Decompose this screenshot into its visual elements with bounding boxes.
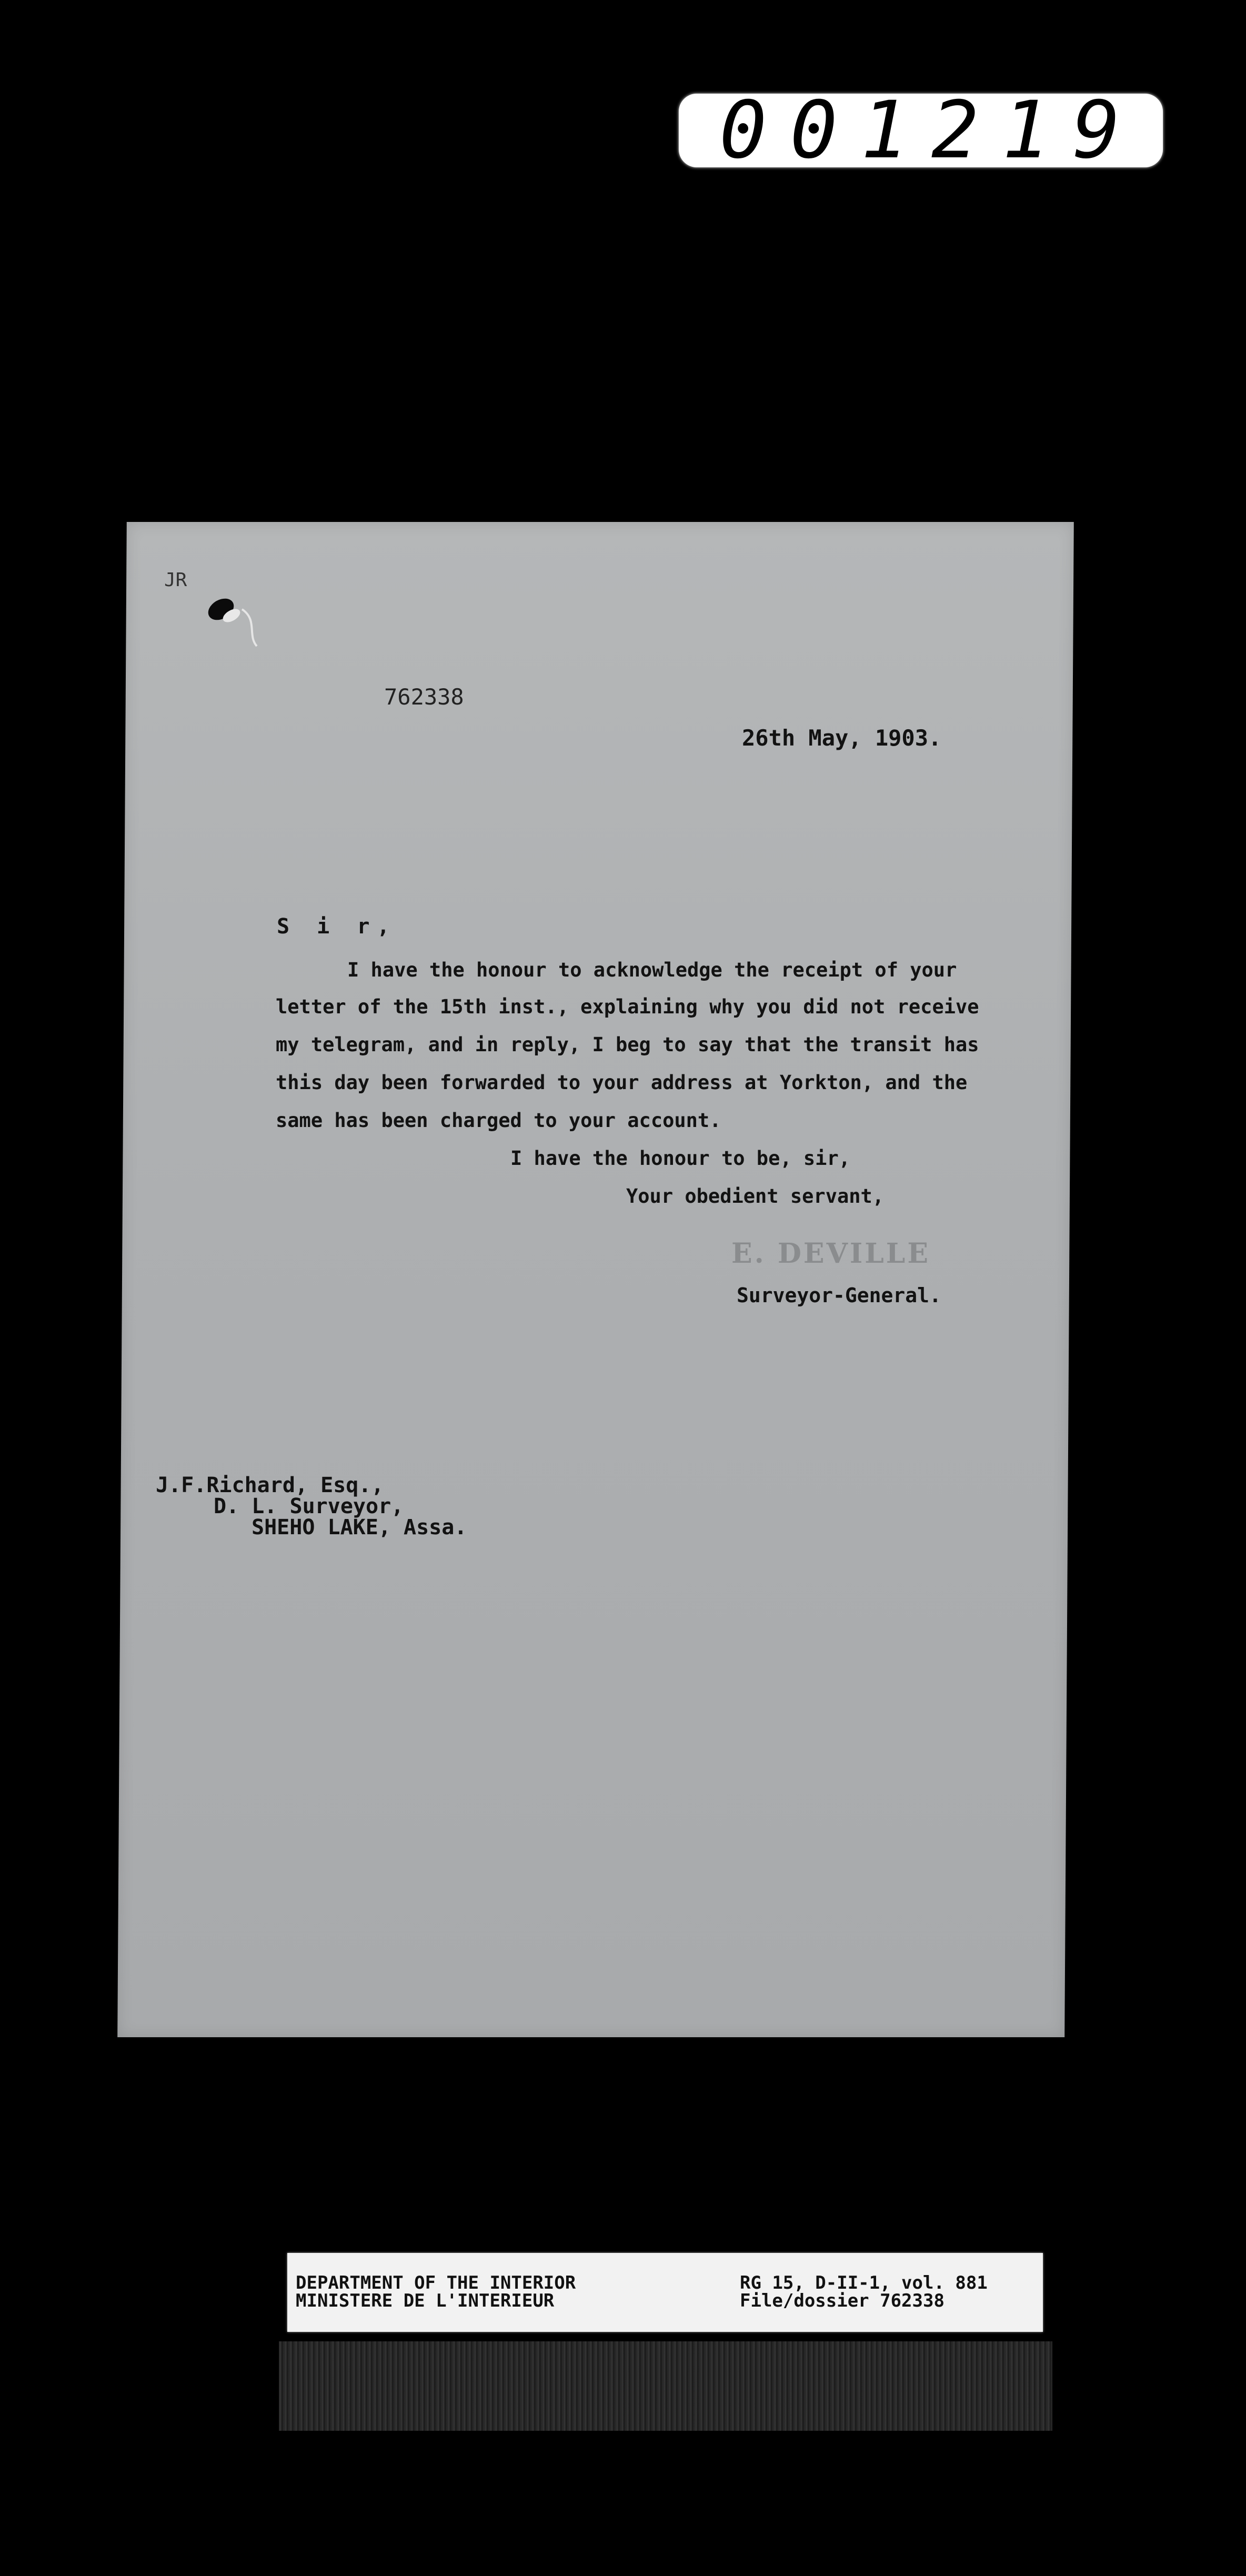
salutation: S i r, [277,914,397,939]
letter-date: 26th May, 1903. [742,725,942,751]
film-noise-strip [279,2341,1052,2431]
closing-line-2: Your obedient servant, [626,1185,885,1208]
archive-reference: RG 15, D-II-1, vol. 881 [740,2272,988,2293]
frame-number-label [679,85,1163,176]
paper-clip-mark [200,588,263,651]
archive-label [287,2253,1043,2332]
body-line: letter of the 15th inst., explaining why you did not receive [276,995,979,1018]
body-line: this day been forwarded to your address at Yorkton, and the [276,1071,968,1094]
closing-line-1: I have the honour to be, sir, [510,1147,851,1170]
archive-dept-en: DEPARTMENT OF THE INTERIOR [296,2272,576,2293]
address-line-name: J.F.Richard, Esq., [156,1473,384,1497]
address-line-place: SHEHO LAKE, Assa. [252,1515,467,1539]
archive-dept-fr: MINISTERE DE L'INTERIEUR [296,2290,555,2311]
body-line: my telegram, and in reply, I beg to say that the transit has [276,1033,979,1056]
signature-stamp: E. DEVILLE [731,1237,930,1270]
archive-file: File/dossier 762338 [740,2290,944,2311]
frame-number: 001219 [719,85,1143,176]
body-line: same has been charged to your account. [276,1109,721,1132]
address-line-title: D. L. Surveyor, [214,1494,404,1518]
body-line: I have the honour to acknowledge the receipt of your [347,959,957,981]
typist-initials: JR [164,569,187,591]
signature-title: Surveyor-General. [737,1284,941,1307]
file-number: 762338 [384,684,464,710]
